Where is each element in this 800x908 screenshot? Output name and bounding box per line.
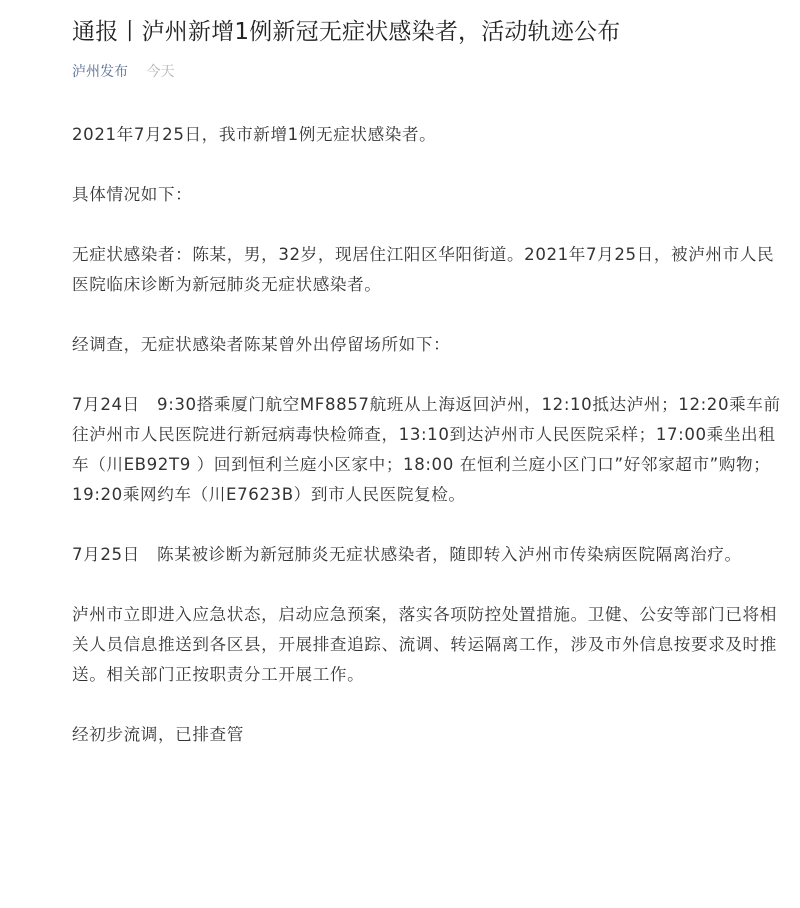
article-title: 通报丨泸州新增1例新冠无症状感染者，活动轨迹公布 bbox=[72, 19, 621, 45]
paragraph-july-24: 7月24日 9:30搭乘厦门航空MF8857航班从上海返回泸州，12:10抵达泸州；12:20乘车前往泸州市人民医院进行新冠病毒快检筛查，13:10到达泸州市人民医院采样；17:00乘坐出租车（川EB92T9 ）回到恒利兰庭小区家中；18:00 在恒利兰庭小区门口”好邻家超市”购物；19:20乘网约车（川E7623B）到市人民医院复检。 bbox=[72, 395, 781, 504]
paragraph-investigation: 经调查，无症状感染者陈某曾外出停留场所如下： bbox=[72, 335, 451, 354]
publish-date: 今天 bbox=[146, 64, 175, 80]
bottom-fade-overlay bbox=[0, 895, 800, 908]
article-body bbox=[72, 120, 782, 750]
paragraph-summary: 2021年7月25日，我市新增1例无症状感染者。 bbox=[72, 125, 437, 144]
paragraph-case-info: 无症状感染者：陈某，男，32岁，现居住江阳区华阳街道。2021年7月25日，被泸州市人民医院临床诊断为新冠肺炎无症状感染者。 bbox=[72, 245, 775, 294]
paragraph-truncated: 经初步流调，已排查管 bbox=[72, 725, 244, 744]
article-meta bbox=[72, 62, 174, 82]
paragraph-intro: 具体情况如下： bbox=[72, 185, 193, 204]
account-name-link[interactable]: 泸州发布 bbox=[72, 64, 128, 80]
paragraph-response: 泸州市立即进入应急状态，启动应急预案，落实各项防控处置措施。卫健、公安等部门已将相关人员信息推送到各区县，开展排查追踪、流调、转运隔离工作，涉及市外信息按要求及时推送。相关部门正按职责分工开展工作。 bbox=[72, 605, 777, 684]
paragraph-july-25: 7月25日 陈某被诊断为新冠肺炎无症状感染者，随即转入泸州市传染病医院隔离治疗。 bbox=[72, 545, 742, 564]
